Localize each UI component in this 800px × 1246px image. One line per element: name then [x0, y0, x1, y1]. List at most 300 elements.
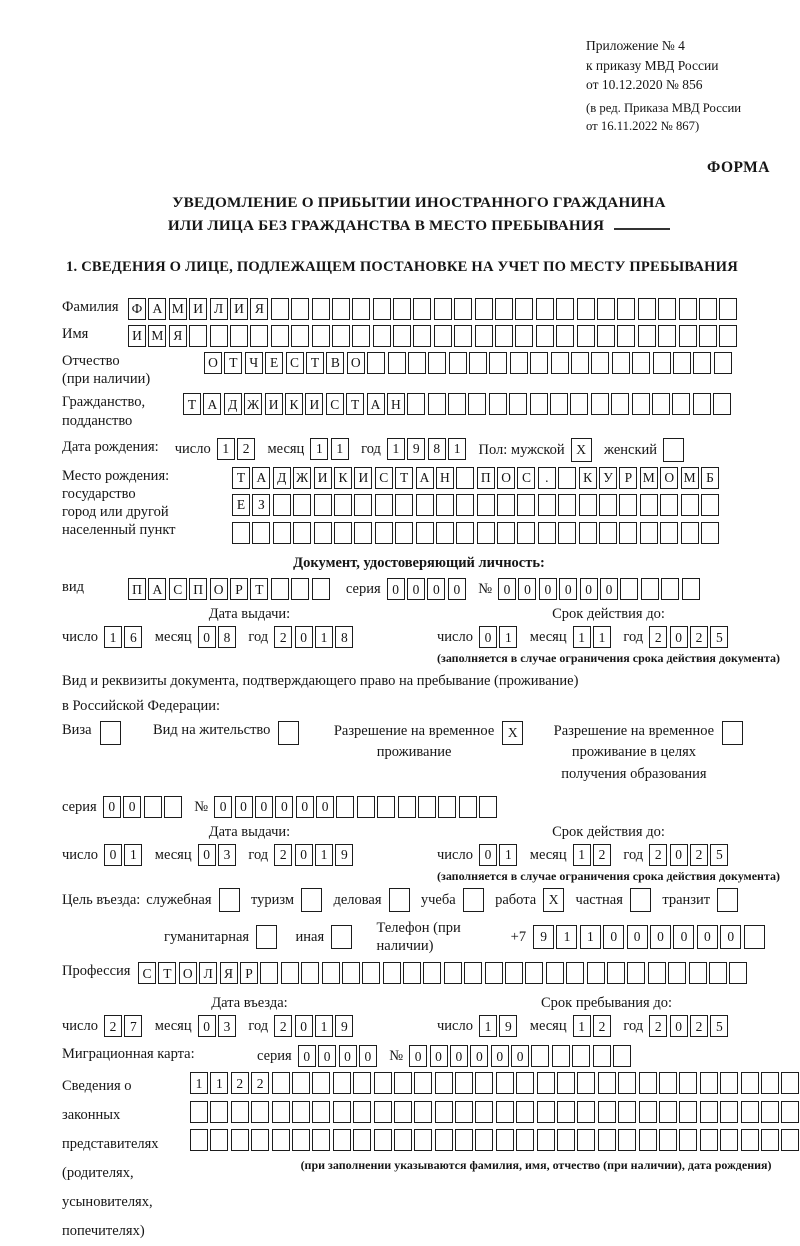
form-cell[interactable] — [293, 494, 311, 516]
form-cell[interactable] — [496, 1129, 514, 1151]
form-cell[interactable] — [551, 352, 569, 374]
form-cell[interactable] — [413, 298, 431, 320]
form-cell[interactable]: 0 — [603, 925, 624, 949]
form-cell[interactable]: 2 — [649, 626, 667, 648]
form-cell[interactable]: Н — [436, 467, 454, 489]
form-cell[interactable] — [495, 325, 513, 347]
form-cell[interactable]: П — [189, 578, 207, 600]
form-cell[interactable] — [438, 796, 456, 818]
form-cell[interactable] — [639, 1101, 657, 1123]
form-cell[interactable]: 0 — [670, 1015, 688, 1037]
form-cell[interactable] — [332, 298, 350, 320]
form-cell[interactable]: 2 — [593, 844, 611, 866]
form-cell[interactable] — [496, 1072, 514, 1094]
form-cell[interactable]: 0 — [491, 1045, 509, 1067]
citizenship-cells[interactable] — [183, 393, 734, 415]
form-cell[interactable] — [557, 1101, 575, 1123]
purpose-study-checkbox[interactable] — [463, 888, 486, 912]
form-cell[interactable] — [301, 962, 319, 984]
form-cell[interactable] — [336, 796, 354, 818]
form-cell[interactable] — [741, 1101, 759, 1123]
form-cell[interactable] — [515, 325, 533, 347]
residence-issue-year-cells[interactable] — [274, 844, 356, 866]
form-cell[interactable] — [556, 298, 574, 320]
form-cell[interactable] — [281, 962, 299, 984]
form-cell[interactable] — [434, 298, 452, 320]
purpose-work-checkbox[interactable] — [543, 888, 566, 912]
form-cell[interactable] — [455, 1101, 473, 1123]
form-cell[interactable] — [210, 325, 228, 347]
form-cell[interactable]: 0 — [650, 925, 671, 949]
form-cell[interactable] — [394, 1101, 412, 1123]
form-cell[interactable] — [407, 393, 425, 415]
form-cell[interactable]: 2 — [649, 1015, 667, 1037]
form-cell[interactable] — [597, 325, 615, 347]
form-cell[interactable]: Л — [210, 298, 228, 320]
form-cell[interactable] — [660, 522, 678, 544]
form-cell[interactable]: О — [210, 578, 228, 600]
form-cell[interactable] — [293, 522, 311, 544]
form-cell[interactable] — [781, 1129, 799, 1151]
form-cell[interactable] — [701, 494, 719, 516]
form-cell[interactable]: 0 — [479, 626, 497, 648]
form-cell[interactable]: К — [285, 393, 303, 415]
form-cell[interactable] — [611, 393, 629, 415]
form-cell[interactable]: О — [204, 352, 222, 374]
form-cell[interactable] — [312, 298, 330, 320]
form-cell[interactable] — [292, 1129, 310, 1151]
birth-day-cells[interactable] — [217, 438, 258, 460]
form-cell[interactable] — [231, 1129, 249, 1151]
form-cell[interactable] — [689, 962, 707, 984]
form-cell[interactable] — [761, 1101, 779, 1123]
form-cell[interactable]: 0 — [318, 1045, 336, 1067]
form-cell[interactable] — [639, 1072, 657, 1094]
form-cell[interactable]: 1 — [315, 1015, 333, 1037]
form-cell[interactable] — [709, 962, 727, 984]
form-cell[interactable]: 9 — [407, 438, 425, 460]
temp-residence-edu-checkbox[interactable] — [722, 721, 745, 745]
form-cell[interactable]: 1 — [593, 626, 611, 648]
form-cell[interactable]: 6 — [124, 626, 142, 648]
form-cell[interactable]: В — [326, 352, 344, 374]
form-cell[interactable]: М — [640, 467, 658, 489]
form-cell[interactable]: А — [367, 393, 385, 415]
form-cell[interactable]: X — [571, 438, 592, 462]
form-cell[interactable]: М — [681, 467, 699, 489]
form-cell[interactable] — [314, 522, 332, 544]
form-cell[interactable]: Е — [265, 352, 283, 374]
form-cell[interactable]: М — [169, 298, 187, 320]
form-cell[interactable] — [459, 796, 477, 818]
form-cell[interactable] — [714, 352, 732, 374]
form-cell[interactable]: 0 — [409, 1045, 427, 1067]
form-cell[interactable] — [334, 522, 352, 544]
form-cell[interactable]: 1 — [387, 438, 405, 460]
form-cell[interactable]: 1 — [210, 1072, 228, 1094]
form-cell[interactable]: А — [203, 393, 221, 415]
form-cell[interactable] — [416, 522, 434, 544]
form-cell[interactable]: 9 — [533, 925, 554, 949]
form-cell[interactable]: Я — [250, 298, 268, 320]
phone-cells[interactable] — [533, 925, 767, 949]
doc-type-cells[interactable] — [128, 578, 332, 600]
form-cell[interactable]: 1 — [479, 1015, 497, 1037]
form-cell[interactable]: 1 — [190, 1072, 208, 1094]
birth-place-cells-row2[interactable] — [232, 494, 721, 516]
form-cell[interactable] — [485, 962, 503, 984]
form-cell[interactable] — [639, 1129, 657, 1151]
form-cell[interactable]: И — [305, 393, 323, 415]
form-cell[interactable] — [673, 352, 691, 374]
form-cell[interactable] — [362, 962, 380, 984]
form-cell[interactable]: К — [334, 467, 352, 489]
form-cell[interactable] — [638, 298, 656, 320]
form-cell[interactable] — [536, 325, 554, 347]
form-cell[interactable] — [428, 393, 446, 415]
form-cell[interactable] — [352, 298, 370, 320]
form-cell[interactable]: Я — [169, 325, 187, 347]
form-cell[interactable] — [408, 352, 426, 374]
profession-cells[interactable] — [138, 962, 750, 984]
form-cell[interactable] — [272, 1129, 290, 1151]
form-cell[interactable] — [144, 796, 162, 818]
form-cell[interactable]: 0 — [198, 1015, 216, 1037]
form-cell[interactable]: 0 — [123, 796, 141, 818]
form-cell[interactable] — [436, 522, 454, 544]
form-cell[interactable] — [312, 1129, 330, 1151]
form-cell[interactable]: Т — [346, 393, 364, 415]
form-cell[interactable]: Л — [199, 962, 217, 984]
form-cell[interactable]: 7 — [124, 1015, 142, 1037]
form-cell[interactable] — [516, 1129, 534, 1151]
form-cell[interactable] — [612, 352, 630, 374]
form-cell[interactable]: 9 — [499, 1015, 517, 1037]
form-cell[interactable] — [658, 298, 676, 320]
form-cell[interactable]: Р — [240, 962, 258, 984]
form-cell[interactable] — [632, 352, 650, 374]
form-cell[interactable] — [395, 494, 413, 516]
form-cell[interactable] — [781, 1072, 799, 1094]
form-cell[interactable] — [456, 494, 474, 516]
form-cell[interactable] — [701, 522, 719, 544]
form-cell[interactable] — [354, 522, 372, 544]
form-cell[interactable] — [435, 1072, 453, 1094]
purpose-official-checkbox[interactable] — [219, 888, 242, 912]
form-cell[interactable]: И — [189, 298, 207, 320]
form-cell[interactable]: Е — [232, 494, 250, 516]
form-cell[interactable] — [428, 352, 446, 374]
form-cell[interactable]: 0 — [295, 844, 313, 866]
form-cell[interactable] — [231, 1101, 249, 1123]
form-cell[interactable] — [658, 325, 676, 347]
form-cell[interactable]: 2 — [231, 1072, 249, 1094]
form-cell[interactable]: 0 — [214, 796, 232, 818]
form-cell[interactable] — [515, 298, 533, 320]
form-cell[interactable] — [291, 298, 309, 320]
form-cell[interactable] — [781, 1101, 799, 1123]
form-cell[interactable] — [448, 393, 466, 415]
form-cell[interactable]: 8 — [335, 626, 353, 648]
form-cell[interactable]: И — [314, 467, 332, 489]
form-cell[interactable] — [333, 1101, 351, 1123]
form-cell[interactable]: Т — [306, 352, 324, 374]
residence-number-cells[interactable] — [214, 796, 499, 818]
legal-reps-cells-row1[interactable] — [190, 1072, 800, 1094]
form-cell[interactable] — [331, 925, 352, 949]
form-cell[interactable] — [454, 298, 472, 320]
form-cell[interactable] — [475, 1129, 493, 1151]
form-cell[interactable] — [619, 494, 637, 516]
form-cell[interactable]: А — [148, 298, 166, 320]
form-cell[interactable]: Н — [387, 393, 405, 415]
sex-male-checkbox[interactable] — [571, 438, 594, 462]
form-cell[interactable] — [599, 494, 617, 516]
form-cell[interactable]: 3 — [218, 844, 236, 866]
purpose-business-checkbox[interactable] — [389, 888, 412, 912]
sex-female-checkbox[interactable] — [663, 438, 686, 462]
form-cell[interactable]: 0 — [339, 1045, 357, 1067]
form-cell[interactable]: 0 — [539, 578, 557, 600]
form-cell[interactable] — [597, 298, 615, 320]
form-cell[interactable]: П — [477, 467, 495, 489]
form-cell[interactable] — [719, 325, 737, 347]
form-cell[interactable] — [591, 352, 609, 374]
form-cell[interactable] — [598, 1072, 616, 1094]
form-cell[interactable]: 0 — [673, 925, 694, 949]
form-cell[interactable] — [352, 325, 370, 347]
form-cell[interactable] — [416, 494, 434, 516]
form-cell[interactable] — [537, 1101, 555, 1123]
form-cell[interactable]: 0 — [511, 1045, 529, 1067]
form-cell[interactable]: 8 — [218, 626, 236, 648]
form-cell[interactable] — [435, 1101, 453, 1123]
form-cell[interactable] — [663, 438, 684, 462]
form-cell[interactable]: 0 — [103, 796, 121, 818]
form-cell[interactable] — [538, 494, 556, 516]
form-cell[interactable] — [414, 1129, 432, 1151]
form-cell[interactable] — [394, 1129, 412, 1151]
form-cell[interactable]: 0 — [670, 844, 688, 866]
form-cell[interactable] — [301, 888, 322, 912]
birth-year-cells[interactable] — [387, 438, 469, 460]
form-cell[interactable] — [761, 1129, 779, 1151]
form-cell[interactable] — [332, 325, 350, 347]
form-cell[interactable] — [314, 494, 332, 516]
form-cell[interactable] — [496, 1101, 514, 1123]
form-cell[interactable]: 5 — [710, 844, 728, 866]
form-cell[interactable]: 0 — [255, 796, 273, 818]
form-cell[interactable] — [577, 1129, 595, 1151]
form-cell[interactable]: 1 — [315, 844, 333, 866]
form-cell[interactable]: 1 — [310, 438, 328, 460]
form-cell[interactable] — [505, 962, 523, 984]
birth-place-cells-row1[interactable] — [232, 467, 721, 489]
form-cell[interactable] — [700, 1072, 718, 1094]
form-cell[interactable]: 0 — [427, 578, 445, 600]
form-cell[interactable]: Ж — [293, 467, 311, 489]
form-cell[interactable] — [546, 962, 564, 984]
form-cell[interactable] — [557, 1129, 575, 1151]
form-cell[interactable] — [729, 962, 747, 984]
form-cell[interactable] — [659, 1129, 677, 1151]
form-cell[interactable]: О — [179, 962, 197, 984]
form-cell[interactable]: 0 — [580, 578, 598, 600]
form-cell[interactable] — [672, 393, 690, 415]
form-cell[interactable] — [682, 578, 700, 600]
form-cell[interactable] — [741, 1072, 759, 1094]
form-cell[interactable]: 0 — [104, 844, 122, 866]
form-cell[interactable] — [292, 1072, 310, 1094]
purpose-other-checkbox[interactable] — [331, 925, 354, 949]
residence-issue-month-cells[interactable] — [198, 844, 239, 866]
form-cell[interactable]: Р — [619, 467, 637, 489]
form-cell[interactable]: А — [148, 578, 166, 600]
form-cell[interactable] — [516, 1072, 534, 1094]
form-cell[interactable]: 0 — [627, 925, 648, 949]
form-cell[interactable] — [375, 494, 393, 516]
form-cell[interactable]: А — [416, 467, 434, 489]
form-cell[interactable]: Т — [232, 467, 250, 489]
form-cell[interactable]: 1 — [573, 626, 591, 648]
form-cell[interactable] — [509, 393, 527, 415]
form-cell[interactable] — [495, 298, 513, 320]
form-cell[interactable] — [693, 393, 711, 415]
form-cell[interactable] — [517, 522, 535, 544]
legal-reps-cells-row2[interactable] — [190, 1101, 800, 1123]
form-cell[interactable] — [598, 1129, 616, 1151]
form-cell[interactable] — [435, 1129, 453, 1151]
form-cell[interactable] — [719, 298, 737, 320]
form-cell[interactable]: С — [517, 467, 535, 489]
form-cell[interactable]: К — [579, 467, 597, 489]
form-cell[interactable] — [454, 325, 472, 347]
entry-year-cells[interactable] — [274, 1015, 356, 1037]
form-cell[interactable] — [693, 352, 711, 374]
temp-residence-checkbox[interactable] — [502, 721, 525, 745]
form-cell[interactable] — [333, 1129, 351, 1151]
form-cell[interactable] — [489, 393, 507, 415]
form-cell[interactable]: И — [265, 393, 283, 415]
form-cell[interactable] — [393, 325, 411, 347]
form-cell[interactable] — [256, 925, 277, 949]
migration-number-cells[interactable] — [409, 1045, 633, 1067]
form-cell[interactable] — [354, 494, 372, 516]
form-cell[interactable] — [653, 352, 671, 374]
form-cell[interactable] — [394, 1072, 412, 1094]
doc-issue-month-cells[interactable] — [198, 626, 239, 648]
form-cell[interactable] — [659, 1101, 677, 1123]
form-cell[interactable] — [271, 298, 289, 320]
purpose-humanitarian-checkbox[interactable] — [256, 925, 279, 949]
form-cell[interactable] — [648, 962, 666, 984]
form-cell[interactable]: С — [138, 962, 156, 984]
form-cell[interactable] — [190, 1129, 208, 1151]
form-cell[interactable] — [497, 522, 515, 544]
form-cell[interactable] — [641, 578, 659, 600]
name-cells[interactable] — [128, 325, 740, 347]
form-cell[interactable] — [640, 494, 658, 516]
form-cell[interactable] — [252, 522, 270, 544]
form-cell[interactable]: О — [347, 352, 365, 374]
form-cell[interactable]: 2 — [274, 844, 292, 866]
form-cell[interactable]: 2 — [251, 1072, 269, 1094]
form-cell[interactable] — [618, 1129, 636, 1151]
form-cell[interactable] — [250, 325, 268, 347]
form-cell[interactable]: 0 — [697, 925, 718, 949]
form-cell[interactable]: О — [497, 467, 515, 489]
form-cell[interactable]: 0 — [720, 925, 741, 949]
form-cell[interactable] — [477, 522, 495, 544]
form-cell[interactable] — [444, 962, 462, 984]
form-cell[interactable]: Я — [220, 962, 238, 984]
form-cell[interactable] — [423, 962, 441, 984]
form-cell[interactable]: 9 — [335, 1015, 353, 1037]
form-cell[interactable] — [627, 962, 645, 984]
form-cell[interactable] — [403, 962, 421, 984]
form-cell[interactable]: И — [230, 298, 248, 320]
form-cell[interactable] — [278, 721, 299, 745]
form-cell[interactable] — [100, 721, 121, 745]
form-cell[interactable] — [456, 522, 474, 544]
form-cell[interactable]: 2 — [104, 1015, 122, 1037]
form-cell[interactable]: 2 — [274, 1015, 292, 1037]
form-cell[interactable] — [620, 578, 638, 600]
form-cell[interactable]: 0 — [387, 578, 405, 600]
form-cell[interactable] — [418, 796, 436, 818]
form-cell[interactable] — [273, 494, 291, 516]
form-cell[interactable] — [312, 578, 330, 600]
form-cell[interactable]: С — [326, 393, 344, 415]
form-cell[interactable] — [632, 393, 650, 415]
form-cell[interactable] — [538, 522, 556, 544]
form-cell[interactable]: Ж — [244, 393, 262, 415]
form-cell[interactable]: 0 — [359, 1045, 377, 1067]
form-cell[interactable] — [230, 325, 248, 347]
form-cell[interactable] — [659, 1072, 677, 1094]
form-cell[interactable] — [660, 494, 678, 516]
form-cell[interactable] — [272, 1072, 290, 1094]
form-cell[interactable] — [619, 522, 637, 544]
form-cell[interactable] — [525, 962, 543, 984]
form-cell[interactable]: 0 — [298, 1045, 316, 1067]
form-cell[interactable]: Т — [158, 962, 176, 984]
residence-issue-day-cells[interactable] — [104, 844, 145, 866]
form-cell[interactable]: Т — [224, 352, 242, 374]
doc-valid-year-cells[interactable] — [649, 626, 731, 648]
migration-series-cells[interactable] — [298, 1045, 380, 1067]
form-cell[interactable]: И — [128, 325, 146, 347]
form-cell[interactable] — [333, 1072, 351, 1094]
form-cell[interactable] — [570, 393, 588, 415]
form-cell[interactable] — [661, 578, 679, 600]
form-cell[interactable]: Т — [183, 393, 201, 415]
form-cell[interactable] — [291, 578, 309, 600]
form-cell[interactable] — [681, 522, 699, 544]
form-cell[interactable] — [232, 522, 250, 544]
form-cell[interactable] — [464, 962, 482, 984]
form-cell[interactable]: 0 — [295, 626, 313, 648]
form-cell[interactable] — [679, 1101, 697, 1123]
form-cell[interactable] — [353, 1072, 371, 1094]
form-cell[interactable]: 0 — [430, 1045, 448, 1067]
form-cell[interactable]: 2 — [690, 1015, 708, 1037]
form-cell[interactable] — [617, 298, 635, 320]
legal-reps-cells-row3[interactable] — [190, 1129, 800, 1151]
form-cell[interactable]: 0 — [275, 796, 293, 818]
form-cell[interactable] — [577, 298, 595, 320]
form-cell[interactable] — [558, 467, 576, 489]
